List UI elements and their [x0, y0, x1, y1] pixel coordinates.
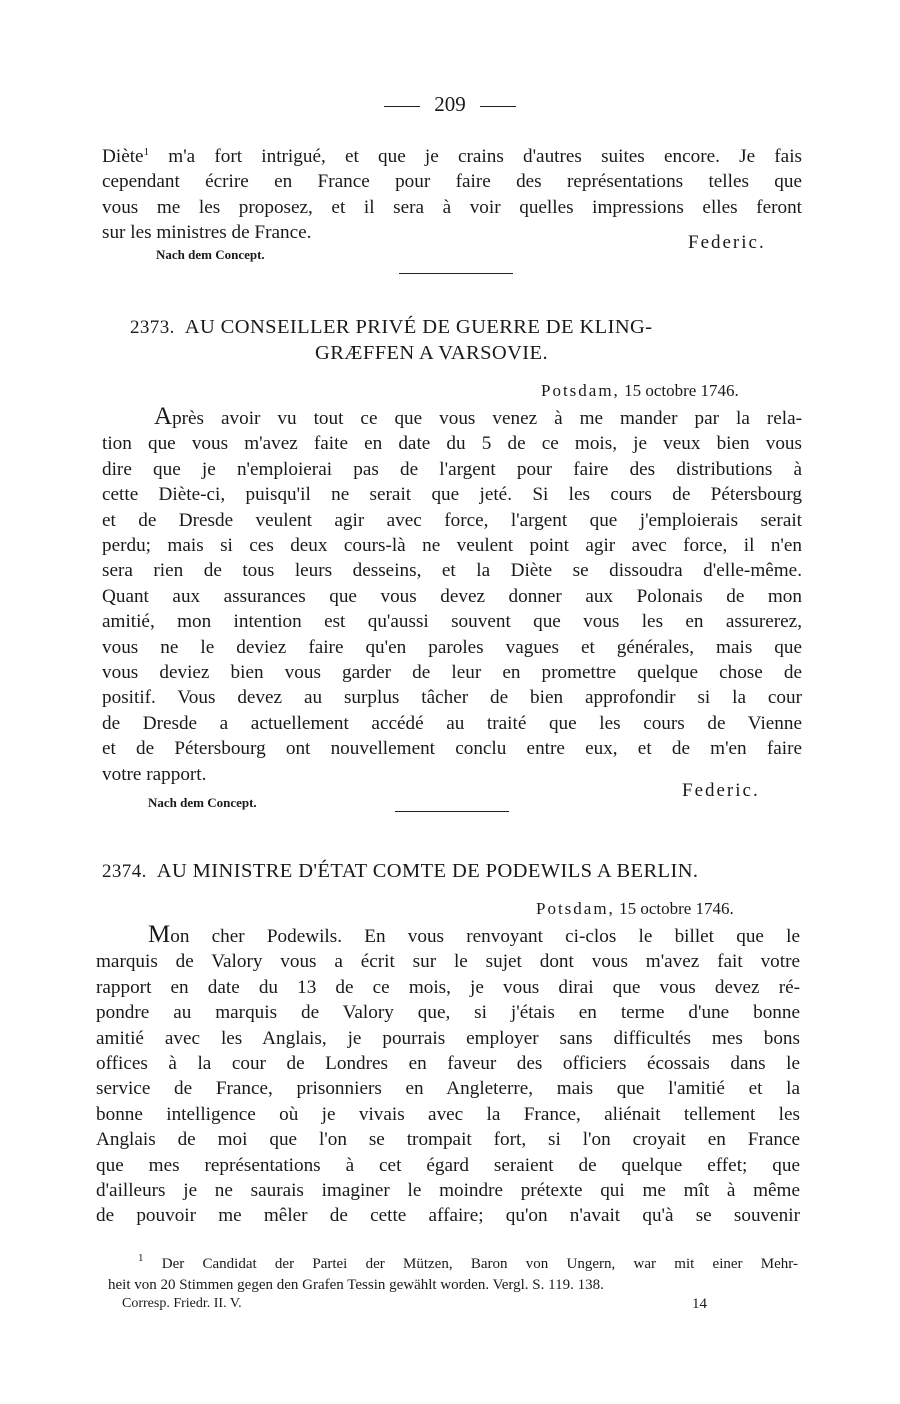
- footnote-line: heit von 20 Stimmen gegen den Grafen Tessin gewählt worden. Vergl. S. 119. 138.: [108, 1277, 604, 1293]
- signature: Federic.: [682, 780, 760, 801]
- text-line: amitié, mon intention est qu'aussi souvent que vous les en assurerez,: [102, 611, 802, 633]
- text-line: Diète$^1$ m'a fort intrigué, et que je crains d'autres suites encore. Je fais: [102, 146, 803, 167]
- continuation-text: [102, 140, 802, 246]
- footnote: [108, 1248, 798, 1296]
- footnote-mark: 1: [143, 146, 150, 158]
- text-line: Quant aux assurances que vous devez donner aux Polonais de mon: [102, 585, 802, 607]
- text-line: tion que vous m'avez faite en date du 5 de ce mois, je veux bien vous: [102, 433, 802, 455]
- text-line: dire que je n'emploierai pas de l'argent pour faire des distributions à: [102, 458, 802, 480]
- text-line: Mon cher Podewils. En vous renvoyant ci-clos le billet que le: [148, 921, 800, 948]
- heading-line: AU MINISTRE D'ÉTAT COMTE DE PODEWILS A BERLIN.: [156, 860, 699, 882]
- heading-line-2: GRÆFFEN A VARSOVIE.: [315, 342, 548, 364]
- letter-body: [96, 922, 800, 1229]
- dateline: Potsdam, 15 octobre 1746.: [536, 899, 734, 918]
- letter-body: [102, 404, 802, 787]
- letter-number: 2373.: [130, 317, 175, 338]
- source-note: Nach dem Concept.: [156, 247, 265, 262]
- text-line: Après avoir vu tout ce que vous venez à me mander par la rela-: [154, 403, 802, 430]
- letter-heading: [102, 860, 698, 883]
- text-line: rapport en date du 13 de ce mois, je vous dirai que vous devez ré-: [96, 976, 800, 998]
- text-line: service de France, prisonniers en Angleterre, mais que l'amitié et la: [96, 1078, 800, 1100]
- text-line: de pouvoir me mêler de cette affaire; qu'on n'avait qu'à se souvenir: [96, 1205, 800, 1227]
- text-line: et de Dresde veulent agir avec force, l'argent que j'emploierais serait: [102, 509, 802, 531]
- text-line: amitié avec les Anglais, je pourrais employer sans difficultés mes bons: [96, 1027, 800, 1049]
- signature-mark: 14: [692, 1296, 707, 1312]
- source-note: Nach dem Concept.: [148, 795, 257, 810]
- text-line: votre rapport.: [102, 763, 207, 785]
- text-line: sur les ministres de France.: [102, 222, 312, 244]
- text-line: vous ne le deviez faire qu'en paroles vagues et générales, mais que: [102, 636, 802, 658]
- page-number: 209: [434, 92, 466, 116]
- signature: Federic.: [688, 232, 766, 253]
- text-line: vous me les proposez, et il sera à voir quelles impressions elles feront: [102, 196, 802, 218]
- separator-rule: [395, 811, 509, 812]
- footer-source: Corresp. Friedr. II. V.: [122, 1296, 242, 1311]
- text-line: positif. Vous devez au surplus tâcher de bien approfondir si la cour: [102, 687, 802, 709]
- text-line: pondre au marquis de Valory que, si j'étais en terme d'une bonne: [96, 1002, 800, 1024]
- header-dash-right: [480, 106, 516, 107]
- text-line: et de Pétersbourg ont nouvellement conclu entre eux, et de m'en faire: [102, 738, 802, 760]
- heading-line: AU CONSEILLER PRIVÉ DE GUERRE DE KLING-: [184, 316, 653, 338]
- text-line: bonne intelligence où je vivais avec la France, aliénait tellement les: [96, 1103, 800, 1125]
- dateline: Potsdam, 15 octobre 1746.: [541, 381, 739, 400]
- footnote-line: $^1$ Der Candidat der Partei der Mützen, Baron von Ungern, war mit einer Mehr-: [138, 1252, 798, 1272]
- footnote-mark: 1: [138, 1252, 144, 1264]
- separator-rule: [399, 273, 513, 274]
- text-line: perdu; mais si ces deux cours-là ne veulent point agir avec force, il n'en: [102, 535, 802, 557]
- page-header: [0, 92, 900, 117]
- text-line: marquis de Valory vous a écrit sur le sujet dont vous m'avez fait votre: [96, 951, 800, 973]
- letter-heading: [130, 316, 652, 339]
- text-line: cependant écrire en France pour faire des représentations telles que: [102, 171, 802, 193]
- letter-number: 2374.: [102, 861, 147, 882]
- header-dash-left: [384, 106, 420, 107]
- text-line: que mes représentations à cet égard seraient de quelque effet; que: [96, 1154, 800, 1176]
- text-line: d'ailleurs je ne saurais imaginer le moindre prétexte qui me mît à même: [96, 1180, 800, 1202]
- text-line: offices à la cour de Londres en faveur des officiers écossais dans le: [96, 1053, 800, 1075]
- text-line: cette Diète-ci, puisqu'il ne serait que jeté. Si les cours de Pétersbourg: [102, 484, 802, 506]
- text-line: Anglais de moi que l'on se trompait fort, si l'on croyait en France: [96, 1129, 800, 1151]
- text-line: sera rien de tous leurs desseins, et la Diète se dissoudra d'elle-même.: [102, 560, 802, 582]
- text-line: vous deviez bien vous garder de leur en promettre quelque chose de: [102, 662, 802, 684]
- text-line: de Dresde a actuellement accédé au traité que les cours de Vienne: [102, 712, 802, 734]
